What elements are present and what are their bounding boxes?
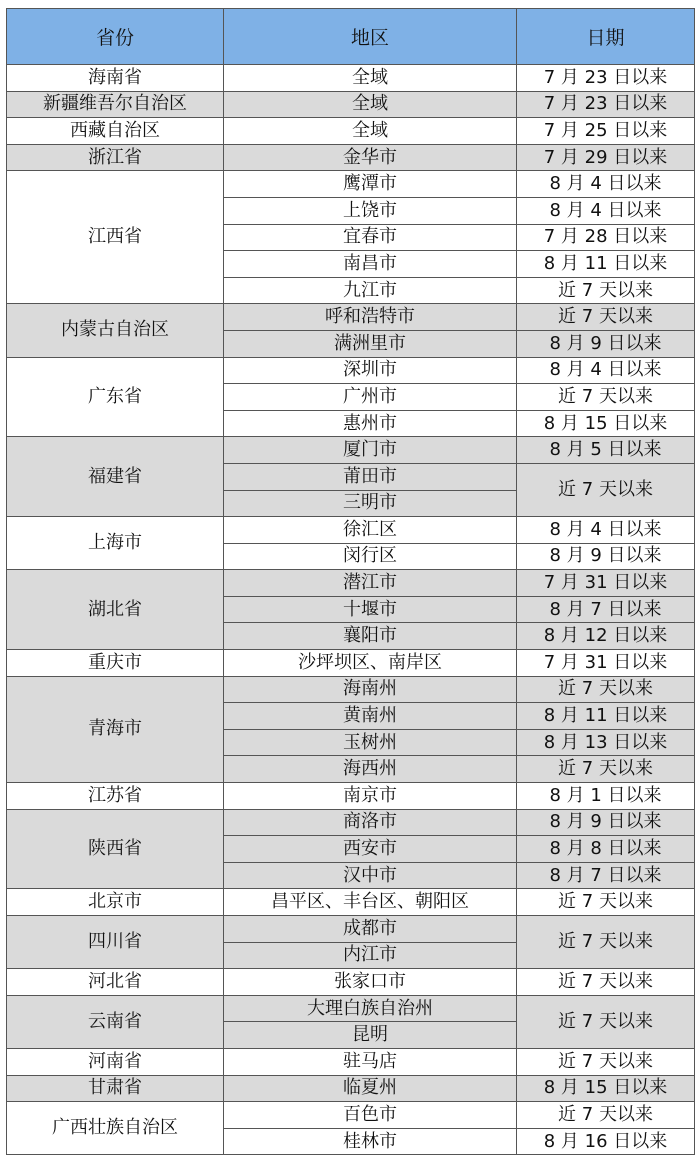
date-cell: 8 月 4 日以来: [517, 357, 695, 384]
date-cell: 8 月 13 日以来: [517, 729, 695, 756]
region-cell: 昌平区、丰台区、朝阳区: [224, 889, 517, 916]
risk-area-table: [6, 8, 695, 1155]
region-cell: 商洛市: [224, 809, 517, 836]
date-cell: 8 月 9 日以来: [517, 809, 695, 836]
region-cell: 桂林市: [224, 1128, 517, 1155]
date-cell: 7 月 31 日以来: [517, 570, 695, 597]
table-row: [7, 304, 695, 331]
date-cell: 7 月 28 日以来: [517, 224, 695, 251]
date-cell: 近 7 天以来: [517, 277, 695, 304]
region-cell: 昆明: [224, 1022, 517, 1049]
region-cell: 莆田市: [224, 463, 517, 490]
province-cell: 河南省: [7, 1048, 224, 1075]
date-cell: 8 月 7 日以来: [517, 596, 695, 623]
region-cell: 九江市: [224, 277, 517, 304]
table-row: [7, 65, 695, 92]
region-cell: 百色市: [224, 1102, 517, 1129]
region-cell: 襄阳市: [224, 623, 517, 650]
date-cell: 近 7 天以来: [517, 304, 695, 331]
table-row: [7, 916, 695, 943]
province-cell: 广西壮族自治区: [7, 1102, 224, 1155]
region-cell: 海南州: [224, 676, 517, 703]
region-cell: 南昌市: [224, 251, 517, 278]
table-row: [7, 357, 695, 384]
province-cell: 海南省: [7, 65, 224, 92]
table-row: [7, 437, 695, 464]
table-row: [7, 144, 695, 171]
table-row: [7, 118, 695, 145]
region-cell: 徐汇区: [224, 517, 517, 544]
region-cell: 惠州市: [224, 410, 517, 437]
region-cell: 闵行区: [224, 543, 517, 570]
table-row: [7, 1048, 695, 1075]
region-cell: 鹰潭市: [224, 171, 517, 198]
date-cell: 8 月 4 日以来: [517, 171, 695, 198]
table-row: [7, 91, 695, 118]
province-cell: 四川省: [7, 916, 224, 969]
province-cell: 新疆维吾尔自治区: [7, 91, 224, 118]
date-cell: 8 月 15 日以来: [517, 410, 695, 437]
table-row: [7, 889, 695, 916]
table-row: [7, 969, 695, 996]
region-cell: 海西州: [224, 756, 517, 783]
date-cell: 近 7 天以来: [517, 676, 695, 703]
date-cell: 7 月 25 日以来: [517, 118, 695, 145]
region-cell: 西安市: [224, 836, 517, 863]
region-cell: 驻马店: [224, 1048, 517, 1075]
province-cell: 西藏自治区: [7, 118, 224, 145]
date-cell: 8 月 4 日以来: [517, 517, 695, 544]
region-cell: 广州市: [224, 384, 517, 411]
date-cell: 8 月 15 日以来: [517, 1075, 695, 1102]
date-cell: 8 月 8 日以来: [517, 836, 695, 863]
table-row: [7, 1075, 695, 1102]
table-row: [7, 517, 695, 544]
date-cell: 7 月 29 日以来: [517, 144, 695, 171]
region-cell: 内江市: [224, 942, 517, 969]
region-cell: 满洲里市: [224, 330, 517, 357]
date-cell: 8 月 11 日以来: [517, 703, 695, 730]
table-row: [7, 650, 695, 677]
region-cell: 张家口市: [224, 969, 517, 996]
province-cell: 北京市: [7, 889, 224, 916]
region-cell: 十堰市: [224, 596, 517, 623]
date-cell: 8 月 9 日以来: [517, 543, 695, 570]
province-cell: 江苏省: [7, 783, 224, 810]
table-body: [7, 65, 695, 1155]
date-cell: 近 7 天以来: [517, 916, 695, 969]
region-cell: 宜春市: [224, 224, 517, 251]
table-row: [7, 570, 695, 597]
date-cell: 近 7 天以来: [517, 1048, 695, 1075]
date-cell: 7 月 23 日以来: [517, 91, 695, 118]
header-region: 地区: [224, 9, 517, 65]
header-date: 日期: [517, 9, 695, 65]
region-cell: 临夏州: [224, 1075, 517, 1102]
province-cell: 甘肃省: [7, 1075, 224, 1102]
region-cell: 全域: [224, 91, 517, 118]
region-cell: 玉树州: [224, 729, 517, 756]
region-cell: 大理白族自治州: [224, 995, 517, 1022]
region-cell: 汉中市: [224, 862, 517, 889]
province-cell: 陕西省: [7, 809, 224, 889]
date-cell: 8 月 7 日以来: [517, 862, 695, 889]
date-cell: 近 7 天以来: [517, 995, 695, 1048]
region-cell: 潜江市: [224, 570, 517, 597]
table-row: [7, 995, 695, 1022]
table-row: [7, 1102, 695, 1129]
date-cell: 8 月 16 日以来: [517, 1128, 695, 1155]
province-cell: 青海市: [7, 676, 224, 782]
date-cell: 近 7 天以来: [517, 756, 695, 783]
province-cell: 浙江省: [7, 144, 224, 171]
date-cell: 近 7 天以来: [517, 463, 695, 516]
date-cell: 7 月 31 日以来: [517, 650, 695, 677]
region-cell: 黄南州: [224, 703, 517, 730]
province-cell: 河北省: [7, 969, 224, 996]
date-cell: 7 月 23 日以来: [517, 65, 695, 92]
table-row: [7, 809, 695, 836]
province-cell: 重庆市: [7, 650, 224, 677]
table-row: [7, 783, 695, 810]
date-cell: 近 7 天以来: [517, 384, 695, 411]
province-cell: 湖北省: [7, 570, 224, 650]
region-cell: 成都市: [224, 916, 517, 943]
date-cell: 近 7 天以来: [517, 969, 695, 996]
province-cell: 广东省: [7, 357, 224, 437]
date-cell: 8 月 12 日以来: [517, 623, 695, 650]
region-cell: 三明市: [224, 490, 517, 517]
province-cell: 福建省: [7, 437, 224, 517]
region-cell: 厦门市: [224, 437, 517, 464]
province-cell: 江西省: [7, 171, 224, 304]
date-cell: 8 月 11 日以来: [517, 251, 695, 278]
region-cell: 全域: [224, 118, 517, 145]
region-cell: 南京市: [224, 783, 517, 810]
date-cell: 8 月 1 日以来: [517, 783, 695, 810]
date-cell: 近 7 天以来: [517, 889, 695, 916]
date-cell: 8 月 9 日以来: [517, 330, 695, 357]
region-cell: 全域: [224, 65, 517, 92]
table-row: [7, 171, 695, 198]
region-cell: 金华市: [224, 144, 517, 171]
date-cell: 8 月 5 日以来: [517, 437, 695, 464]
region-cell: 深圳市: [224, 357, 517, 384]
province-cell: 内蒙古自治区: [7, 304, 224, 357]
province-cell: 云南省: [7, 995, 224, 1048]
province-cell: 上海市: [7, 517, 224, 570]
date-cell: 8 月 4 日以来: [517, 197, 695, 224]
header-province: 省份: [7, 9, 224, 65]
region-cell: 呼和浩特市: [224, 304, 517, 331]
region-cell: 沙坪坝区、南岸区: [224, 650, 517, 677]
date-cell: 近 7 天以来: [517, 1102, 695, 1129]
header-row: [7, 9, 695, 65]
table-row: [7, 676, 695, 703]
region-cell: 上饶市: [224, 197, 517, 224]
